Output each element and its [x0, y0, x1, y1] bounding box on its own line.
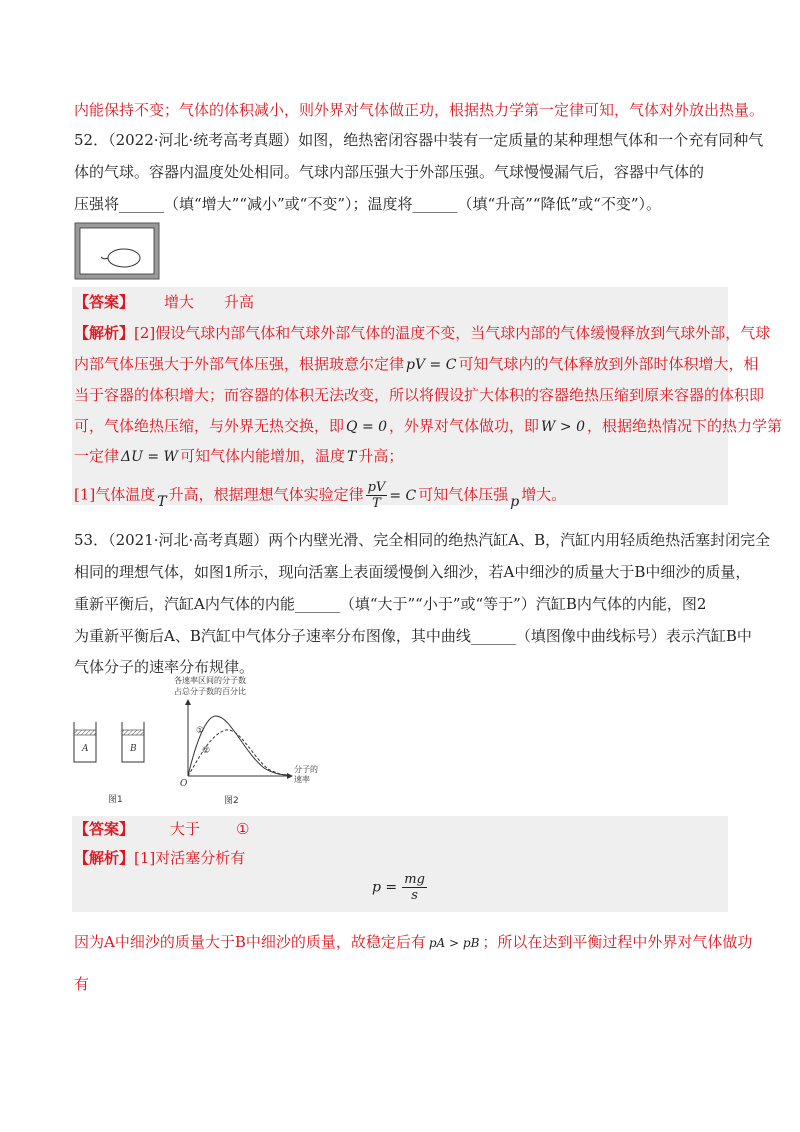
q53-text-line4: 为重新平衡后A、B汽缸中气体分子速率分布图像，其中曲线______（填图像中曲线标号）表示汽缸B中	[74, 627, 752, 645]
formula-q-zero: Q = 0	[346, 419, 388, 435]
q53-text-line2: 相同的理想气体，如图1所示，现向活塞上表面缓慢倒入细沙，若A中细沙的质量大于B中细沙的质量，	[74, 563, 751, 581]
figure-1-caption: 图1	[108, 795, 123, 804]
formula-du-w: ΔU = W	[121, 449, 178, 465]
q52-answer-row	[74, 292, 254, 312]
q53-answer-1: 大于	[170, 820, 201, 838]
q53-text-line5: 气体分子的速率分布规律。	[74, 658, 255, 676]
formula-pa-gt-pb: pA > pB	[428, 936, 480, 950]
q53-text-line3: 重新平衡后，汽缸A内气体的内能______（填“大于”“小于”或“等于”）汽缸B内气体的内能，图2	[74, 595, 707, 613]
figure-2-caption: 图2	[224, 796, 239, 806]
cylinder-a-label: A	[82, 744, 89, 754]
piston-a	[74, 730, 96, 735]
formula-w-positive: W > 0	[541, 419, 585, 435]
q52-analysis-line2: 内部气体压强大于外部气体压强，根据玻意尔定律 pV = C 可知气球内的气体释放到外部时体积增大，相	[74, 355, 759, 373]
cylinder-b-label: B	[130, 744, 137, 754]
y-axis-label-1: 各速率区间的分子数	[174, 676, 246, 685]
answer-label: 【答案】	[74, 293, 135, 311]
symbol-t: T	[346, 449, 357, 465]
analysis-label-53: 【解析】	[74, 849, 135, 867]
cylinder-a	[74, 722, 96, 762]
formula-pv-over-t: $\frac{pV}{T}$	[367, 480, 386, 511]
piston-b	[122, 730, 144, 735]
q52-answer-1: 增大	[164, 293, 195, 311]
container-figure	[74, 222, 160, 280]
answer-label-53: 【答案】	[74, 820, 135, 838]
formula-pv-c: pV = C	[406, 357, 457, 373]
q52-answer-2: 升高	[224, 293, 255, 311]
q53-text-line1: 53．（2021·河北·高考真题）两个内壁光滑、完全相同的绝热汽缸A、B，汽缸内用轻质绝热活塞封闭完全	[74, 531, 771, 549]
curve-2-label: ②	[202, 746, 211, 756]
q53-answer-2: ①	[236, 820, 250, 838]
figure-1-cylinders	[68, 718, 158, 804]
curve-1-label: ①	[196, 726, 205, 736]
y-axis-label-2: 占总分子数的百分比	[174, 687, 246, 696]
q52-analysis-line1: 【解析】[2]假设气球内部气体和气球外部气体的温度不变，当气球内部的气体缓慢释放到气球外部，气球	[74, 324, 771, 342]
q53-answer-row	[74, 819, 249, 839]
symbol-t-2: T	[157, 493, 167, 510]
cylinder-b	[122, 722, 144, 762]
q52-analysis-line6: [1]气体温度 T 升高，根据理想气体实验定律 $\frac{pV}{T}$ = C 可知气体压强 p 增大。	[74, 480, 567, 511]
x-axis-label-1: 分子的	[294, 765, 318, 774]
figure-2-chart	[168, 672, 338, 806]
x-axis-label-2: 速率	[294, 775, 310, 784]
q52-analysis-line3: 当于容器的体积增大；而容器的体积无法改变，所以将假设扩大体积的容器绝热压缩到原来容器的体积即	[74, 386, 765, 404]
q52-analysis-line4: 可，气体绝热压缩，与外界无热交换，即 Q = 0 ，外界对气体做功，即 W > 0 ，根据绝热情况下的热力学第	[74, 417, 782, 435]
origin-label: O	[180, 779, 188, 789]
q52-text-line2: 体的气球。容器内温度处处相同。气球内部压强大于外部压强。气球慢慢漏气后，容器中气体的	[74, 163, 705, 181]
q53-analysis-line3: 有	[74, 975, 90, 993]
symbol-p: p	[510, 493, 520, 510]
container-inner	[80, 228, 154, 274]
q52-text-line3: 压强将______（填“增大”“减小”或“不变”）；温度将______（填“升高”“降低”或“不变”）。	[74, 195, 662, 213]
q52-text-line1: 52．（2022·河北·统考高考真题）如图，绝热密闭容器中装有一定质量的某种理想气体和一个充有同种气	[74, 131, 764, 149]
formula-p-mg-s: p = $\frac{mg}{s}$	[372, 872, 425, 903]
q53-analysis-line1: 【解析】[1]对活塞分析有	[74, 849, 246, 867]
analysis-label: 【解析】	[74, 324, 135, 342]
prev-answer-line: 内能保持不变；气体的体积减小，则外界对气体做正功，根据热力学第一定律可知，气体对外放出热量。	[74, 101, 765, 119]
q53-analysis-line2: 因为A中细沙的质量大于B中细沙的质量，故稳定后有 pA > pB ；所以在达到平衡过程中外界对气体做功	[74, 933, 753, 951]
q52-analysis-line5: 一定律 ΔU = W 可知气体内能增加，温度 T 升高；	[74, 447, 404, 465]
